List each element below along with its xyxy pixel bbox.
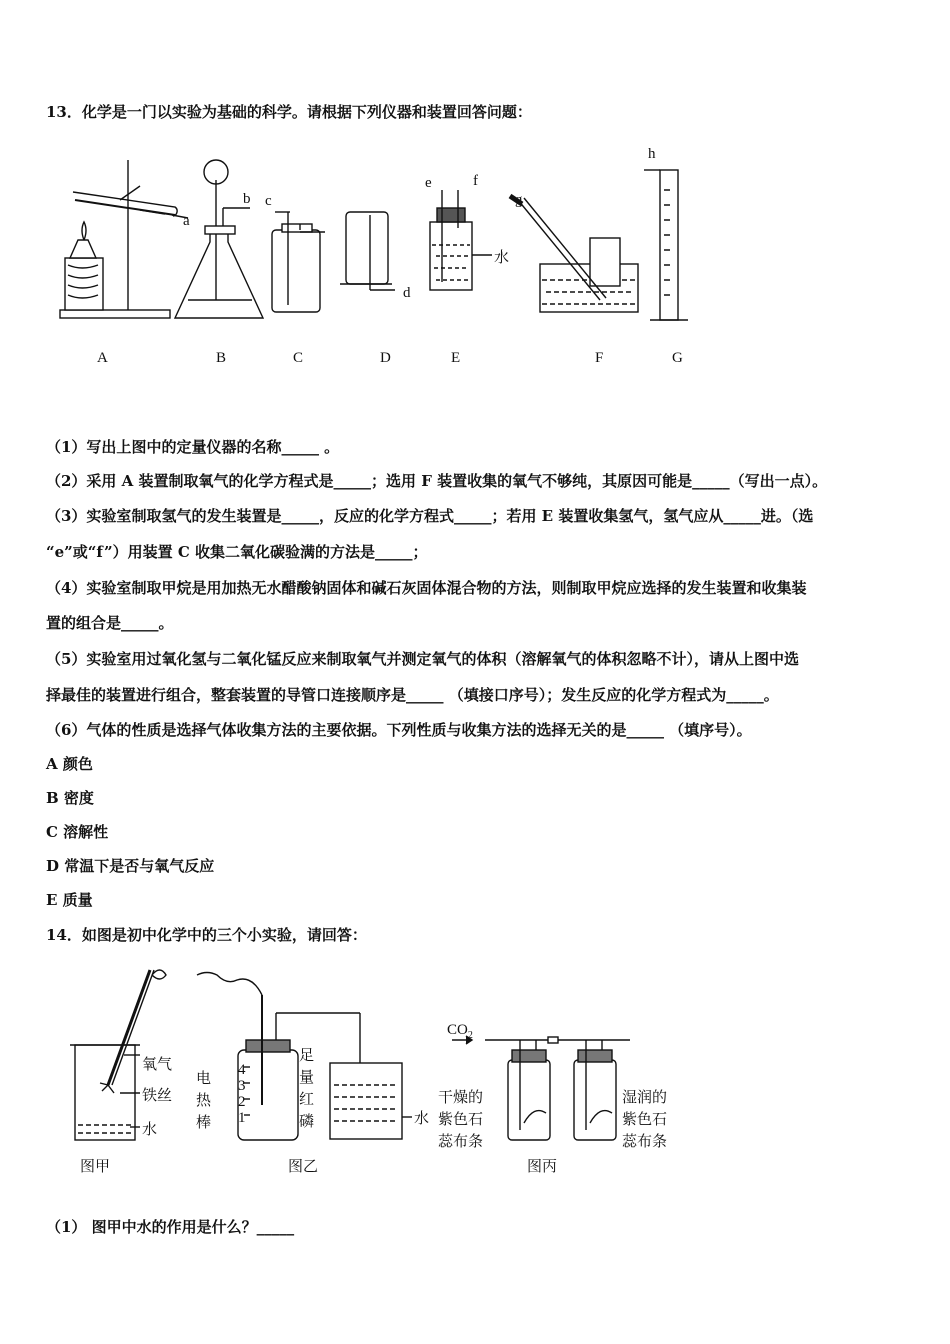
option-a: A 颜色 [46, 755, 93, 773]
fig-yi-mark-1: 1 [238, 1110, 246, 1126]
q13-line-8: 择最佳的装置进行组合，整套装置的导管口连接顺序是_____ （填接口序号）；发生反应的化学方程式为_____。 [46, 686, 779, 704]
figure-label-d: D [380, 350, 391, 366]
fig-bing-gas-subscript: 2 [467, 1030, 473, 1041]
fig-yi-water-label: 水 [414, 1111, 430, 1127]
fig-jia-caption: 图甲 [80, 1159, 111, 1175]
fig-yi-rod-label-1: 电 [196, 1071, 212, 1087]
q13-line-3: （3）实验室制取氢气的发生装置是_____，反应的化学方程式_____；若用 E 装置收集氢气，氢气应从_____进。（选 [46, 507, 814, 525]
figure-label-b: B [216, 350, 227, 366]
fig-bing-dry-2: 紫色石 [438, 1112, 484, 1128]
fig-yi-phosphorus-1: 足 [299, 1048, 315, 1064]
port-label-g: g [515, 192, 523, 208]
port-label-c: c [265, 193, 272, 209]
question-13-title: 13．化学是一门以实验为基础的科学。请根据下列仪器和装置回答问题： [46, 103, 532, 121]
figure-label-a: A [97, 350, 108, 366]
option-c: C 溶解性 [46, 823, 109, 841]
figure-label-c: C [293, 350, 304, 366]
option-e: E 质量 [46, 891, 93, 909]
fig-jia-wire-label: 铁丝 [142, 1088, 173, 1104]
fig-bing-wet-2: 紫色石 [622, 1112, 668, 1128]
q13-line-2: （2）采用 A 装置制取氧气的化学方程式是_____；选用 F 装置收集的氧气不够纯，其原因可能是_____（写出一点）。 [46, 472, 828, 490]
fig-yi-caption: 图乙 [288, 1159, 319, 1175]
apparatus-drawing [40, 140, 720, 380]
option-b: B 密度 [46, 789, 94, 807]
fig-bing-dry-3: 蕊布条 [438, 1134, 484, 1150]
q13-line-4: “e”或“f”）用装置 C 收集二氧化碳验满的方法是_____； [46, 543, 428, 561]
fig-yi-mark-4: 4 [238, 1062, 246, 1078]
fig-bing-dry-1: 干燥的 [438, 1090, 484, 1106]
fig-bing-wet-1: 湿润的 [622, 1090, 668, 1106]
q13-line-7: （5）实验室用过氧化氢与二氧化锰反应来制取氧气并测定氧气的体积（溶解氧气的体积忽略不计），请从上图中选 [46, 650, 799, 668]
q14-sub-question-1: （1） 图甲中水的作用是什么？_____ [46, 1218, 295, 1236]
fig-bing-gas-text: CO [447, 1022, 468, 1038]
fig-yi-phosphorus-4: 磷 [299, 1114, 315, 1130]
port-label-h: h [648, 146, 656, 162]
port-label-f: f [473, 173, 478, 189]
apparatus-figure-q13 [40, 140, 720, 380]
water-label: 水 [494, 250, 510, 266]
q13-line-5: （4）实验室制取甲烷是用加热无水醋酸钠固体和碱石灰固体混合物的方法，则制取甲烷应选择的发生装置和收集装 [46, 579, 807, 597]
port-label-d: d [403, 285, 411, 301]
question-14-title: 14．如图是初中化学中的三个小实验，请回答： [46, 926, 367, 944]
q13-line-9: （6）气体的性质是选择气体收集方法的主要依据。下列性质与收集方法的选择无关的是_____ （填序号）。 [46, 721, 752, 739]
option-d: D 常温下是否与氧气反应 [46, 857, 215, 875]
fig-yi-phosphorus-2: 量 [299, 1070, 315, 1086]
fig-yi-phosphorus-3: 红 [299, 1092, 315, 1108]
fig-jia-oxygen-label: 氧气 [142, 1057, 173, 1073]
fig-bing-gas-label [447, 1022, 473, 1041]
figure-label-e: E [451, 350, 461, 366]
q13-line-6: 置的组合是_____。 [46, 614, 174, 632]
fig-bing-caption: 图丙 [527, 1159, 558, 1175]
fig-jia-water-label: 水 [142, 1122, 158, 1138]
port-label-b: b [243, 191, 251, 207]
port-label-a: a [183, 213, 190, 229]
fig-bing-wet-3: 蕊布条 [622, 1134, 668, 1150]
fig-yi-mark-2: 2 [238, 1094, 246, 1110]
port-label-e: e [425, 175, 432, 191]
fig-yi-mark-3: 3 [238, 1078, 246, 1094]
figure-label-g: G [672, 350, 683, 366]
fig-yi-rod-label-2: 热 [196, 1093, 212, 1109]
q13-line-1: （1）写出上图中的定量仪器的名称_____ 。 [46, 438, 340, 456]
fig-yi-rod-label-3: 棒 [196, 1115, 212, 1131]
figure-label-f: F [595, 350, 604, 366]
